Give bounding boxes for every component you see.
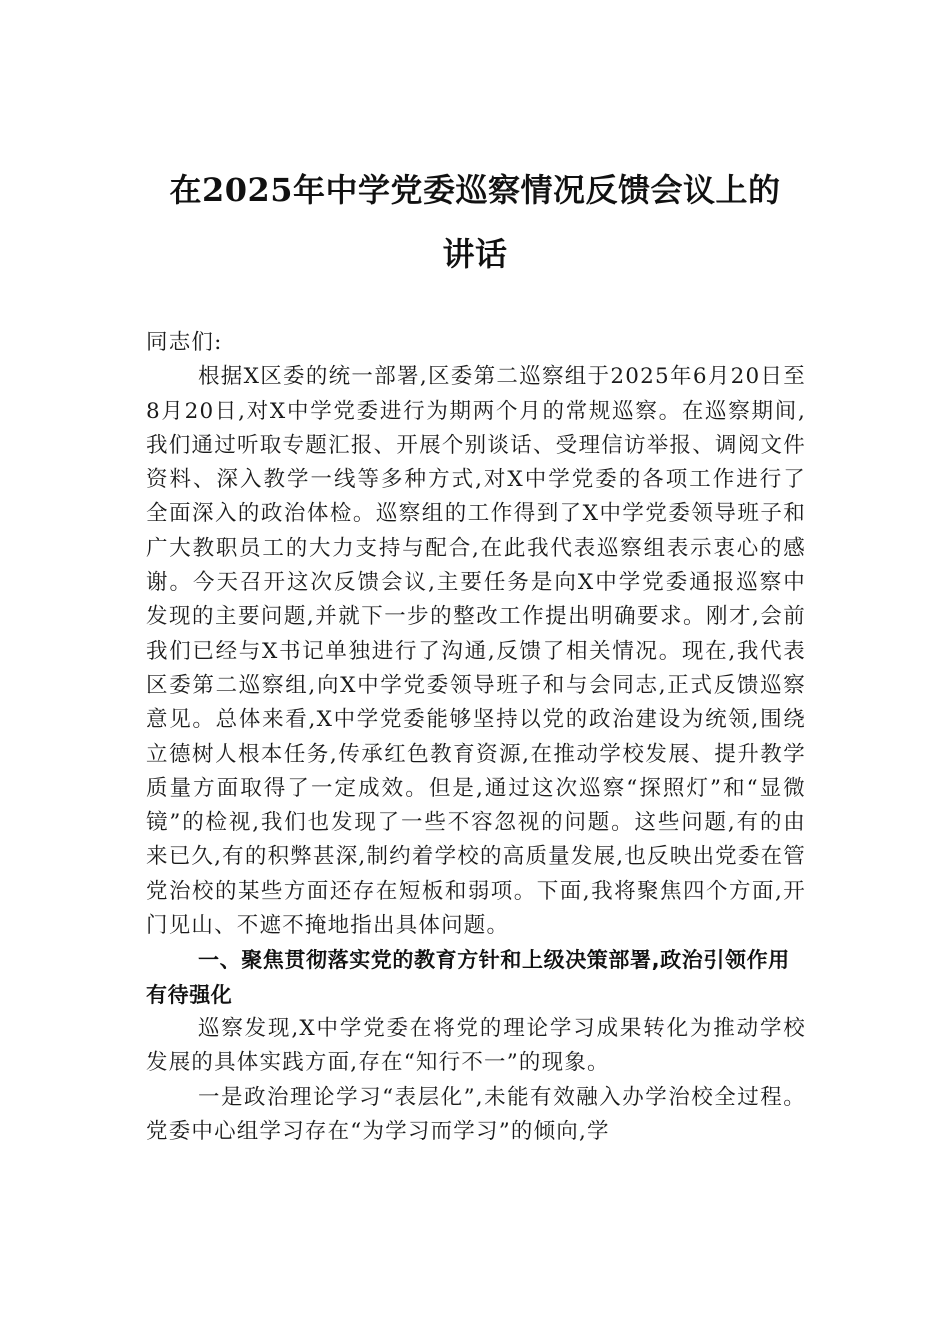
salutation: 同志们: xyxy=(146,330,223,355)
page-title xyxy=(110,158,840,286)
paragraph-findings: 巡察发现,X中学党委在将党的理论学习成果转化为推动学校发展的具体实践方面,存在“知行不一”的现象。 xyxy=(146,1015,806,1076)
paragraph-point-1: 一是政治理论学习“表层化”,未能有效融入办学治校全过程。党委中心组学习存在“为学习而学习”的倾向,学 xyxy=(146,1084,806,1144)
document-body xyxy=(146,326,806,1149)
title-line-2: 讲话 xyxy=(442,235,508,273)
paragraph-intro: 根据X区委的统一部署,区委第二巡察组于2025年6月20日至8月20日,对X中学党委进行为期两个月的常规巡察。在巡察期间,我们通过听取专题汇报、开展个别谈话、受理信访举报、调阅文件资料、深入教学一线等多种方式,对X中学党委的各项工作进行了全面深入的政治体检。巡察组的工作得到了X中学党委领导班子和广大教职员工的大力支持与配合,在此我代表巡察组表示衷心的感谢。今天召开这次反馈会议,主要任务是向X中学党委通报巡察中发现的主要问题,并就下一步的整改工作提出明确要求。刚才,会前我们已经与X书记单独进行了沟通,反馈了相关情况。现在,我代表区委第二巡察组,向X中学党委领导班子和与会同志,正式反馈巡察意见。总体来看,X中学党委能够坚持以党的政治建设为统领,围绕立德树人根本任务,传承红色教育资源,在推动学校发展、提升教学质量方面取得了一定成效。但是,通过这次巡察“探照灯”和“显微镜”的检视,我们也发现了一些不容忽视的问题。这些问题,有的由来已久,有的积弊甚深,制约着学校的高质量发展,也反映出党委在管党治校的某些方面还存在短板和弱项。下面,我将聚焦四个方面,开门见山、不遮不掩地指出具体问题。 xyxy=(146,364,806,939)
section-heading-1: 一、聚焦贯彻落实党的教育方针和上级决策部署,政治引领作用有待强化 xyxy=(146,948,790,1007)
title-line-1: 在2025年中学党委巡察情况反馈会议上的 xyxy=(169,171,781,209)
